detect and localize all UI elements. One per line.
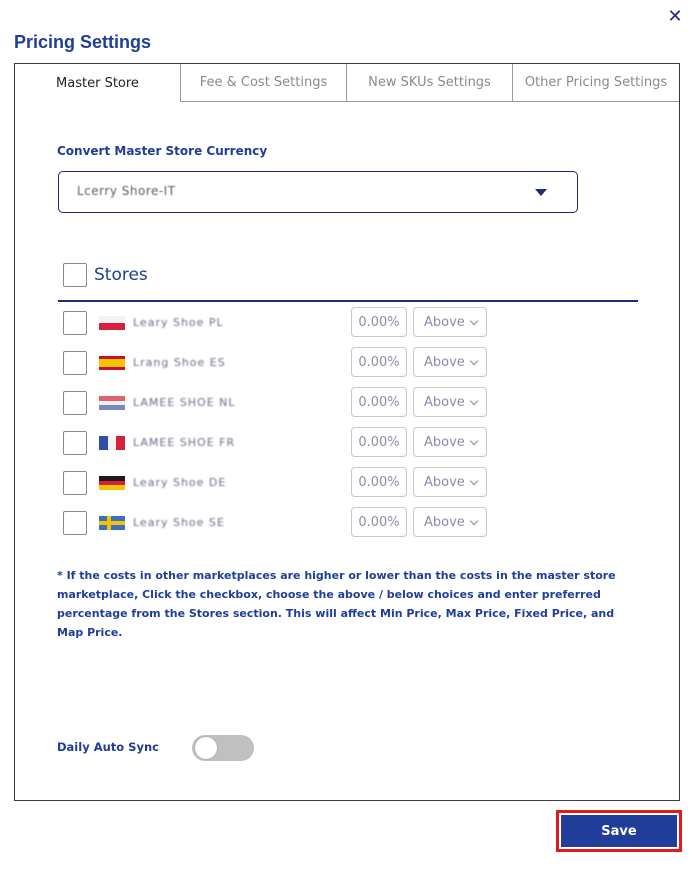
tab-other-pricing-settings[interactable]: Other Pricing Settings — [513, 64, 679, 102]
stores-help-note: * If the costs in other marketplaces are higher or lower than the costs in the master store marketplace, Click the checkbox, choose the above / below choices and enter preferred percentage from the Stores section. This will affect Min Price, Max Price, Fixed Price, and Map Price. — [57, 569, 616, 639]
store-checkbox[interactable] — [63, 431, 87, 455]
store-name: Leary Shoe SE — [133, 516, 225, 529]
chevron-down-icon — [470, 437, 478, 445]
percent-input[interactable]: 0.00% — [351, 507, 407, 537]
direction-value: Above — [424, 514, 465, 530]
daily-auto-sync-label: Daily Auto Sync — [57, 740, 159, 754]
store-name: Leary Shoe PL — [133, 316, 224, 329]
chevron-down-icon — [470, 477, 478, 485]
store-row — [63, 507, 503, 539]
save-button[interactable]: Save — [561, 815, 677, 847]
chevron-down-icon — [470, 517, 478, 525]
flag-de-icon — [99, 476, 125, 490]
dialog-title: Pricing Settings — [14, 32, 152, 52]
daily-auto-sync-toggle[interactable] — [192, 735, 254, 761]
store-row — [63, 347, 503, 379]
store-name: Leary Shoe DE — [133, 476, 227, 489]
store-row — [63, 427, 503, 459]
toggle-knob — [194, 736, 218, 760]
tab-fee-cost-settings[interactable]: Fee & Cost Settings — [181, 64, 347, 102]
store-checkbox[interactable] — [63, 351, 87, 375]
flag-nl-icon — [99, 396, 125, 410]
chevron-down-icon — [470, 317, 478, 325]
flag-es-icon — [99, 356, 125, 370]
chevron-down-icon — [470, 357, 478, 365]
direction-select[interactable] — [413, 307, 487, 337]
settings-panel — [14, 63, 680, 801]
flag-se-icon — [99, 516, 125, 530]
percent-input[interactable]: 0.00% — [351, 427, 407, 457]
percent-input[interactable]: 0.00% — [351, 307, 407, 337]
flag-fr-icon — [99, 436, 125, 450]
direction-select[interactable] — [413, 387, 487, 417]
stores-divider — [58, 300, 638, 302]
store-row — [63, 387, 503, 419]
chevron-down-icon — [470, 397, 478, 405]
direction-value: Above — [424, 394, 465, 410]
direction-select[interactable] — [413, 427, 487, 457]
select-all-stores-checkbox[interactable] — [63, 263, 87, 287]
currency-select[interactable] — [58, 171, 578, 213]
store-checkbox[interactable] — [63, 511, 87, 535]
caret-down-icon — [535, 189, 547, 196]
direction-value: Above — [424, 434, 465, 450]
stores-title: Stores — [94, 265, 148, 285]
close-icon[interactable]: ✕ — [667, 6, 683, 27]
store-row — [63, 307, 503, 339]
store-checkbox[interactable] — [63, 311, 87, 335]
currency-label: Convert Master Store Currency — [57, 144, 268, 158]
save-button-highlight — [556, 810, 682, 852]
direction-value: Above — [424, 354, 465, 370]
tab-new-skus-settings[interactable]: New SKUs Settings — [347, 64, 513, 102]
stores-header — [63, 262, 148, 288]
direction-value: Above — [424, 474, 465, 490]
percent-input[interactable]: 0.00% — [351, 387, 407, 417]
percent-input[interactable]: 0.00% — [351, 467, 407, 497]
store-checkbox[interactable] — [63, 391, 87, 415]
direction-select[interactable] — [413, 507, 487, 537]
currency-selected-value: Lcerry Shore-IT — [77, 184, 176, 198]
direction-select[interactable] — [413, 467, 487, 497]
direction-value: Above — [424, 314, 465, 330]
direction-select[interactable] — [413, 347, 487, 377]
flag-pl-icon — [99, 316, 125, 330]
store-checkbox[interactable] — [63, 471, 87, 495]
store-name: Lrang Shoe ES — [133, 356, 226, 369]
store-name: LAMEE SHOE FR — [133, 436, 236, 449]
tab-bar — [15, 64, 679, 102]
tab-master-store[interactable]: Master Store — [15, 64, 181, 102]
percent-input[interactable]: 0.00% — [351, 347, 407, 377]
store-name: LAMEE SHOE NL — [133, 396, 236, 409]
store-row — [63, 467, 503, 499]
